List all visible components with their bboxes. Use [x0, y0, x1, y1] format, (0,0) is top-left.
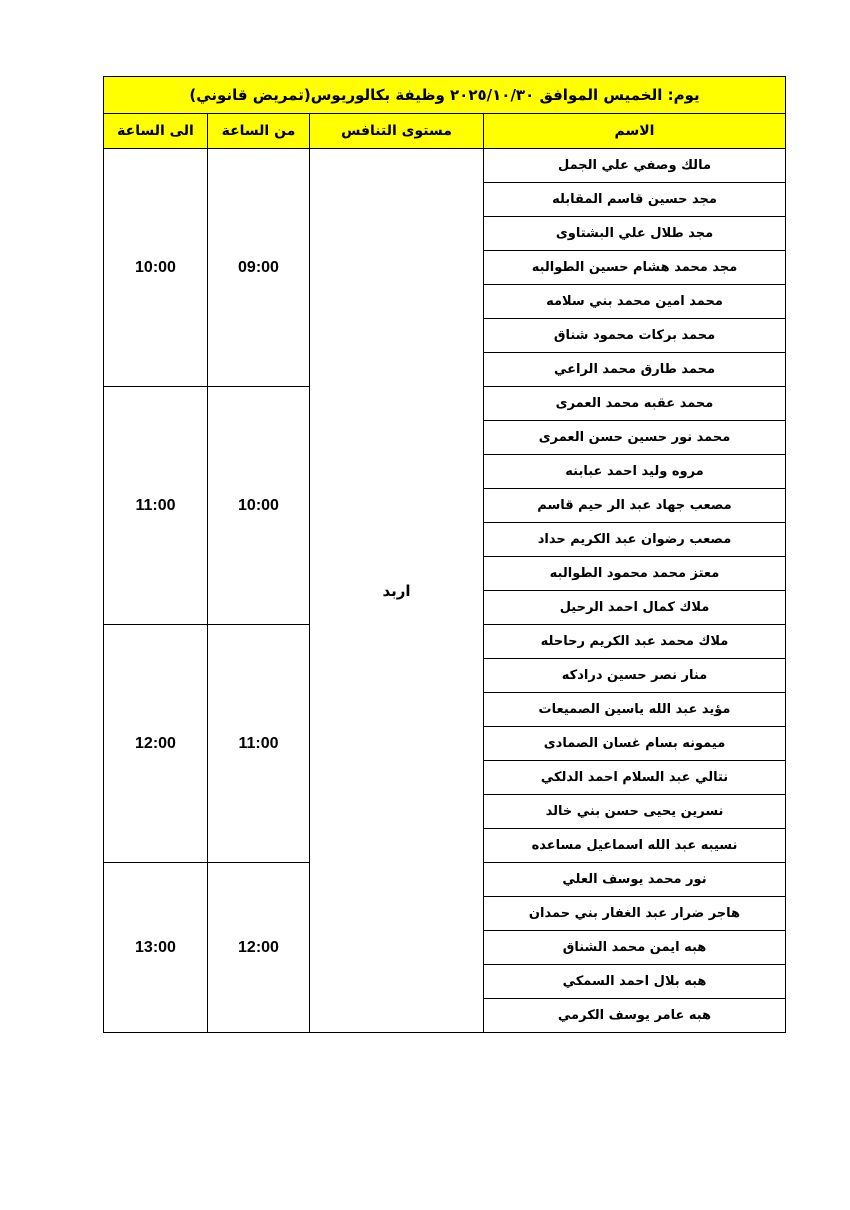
candidate-name: مصعب جهاد عبد الر حيم قاسم — [484, 489, 786, 523]
candidate-name: ملاك كمال احمد الرحيل — [484, 591, 786, 625]
candidate-name: مؤيد عبد الله ياسين الصميعات — [484, 693, 786, 727]
candidate-name: هبه عامر يوسف الكرمي — [484, 999, 786, 1033]
candidate-name: منار نصر حسين درادكه — [484, 659, 786, 693]
candidate-name: محمد بركات محمود شناق — [484, 319, 786, 353]
candidate-name: هبه بلال احمد السمكي — [484, 965, 786, 999]
candidate-name: نتالي عبد السلام احمد الدلكي — [484, 761, 786, 795]
candidate-name: محمد امين محمد بني سلامه — [484, 285, 786, 319]
schedule-body — [104, 149, 786, 1033]
candidate-name: مجد حسين قاسم المقابله — [484, 183, 786, 217]
candidate-name: محمد نور حسين حسن العمرى — [484, 421, 786, 455]
candidate-name: محمد طارق محمد الراعي — [484, 353, 786, 387]
from-time: 10:00 — [208, 387, 310, 625]
candidate-name: ميمونه بسام غسان الصمادى — [484, 727, 786, 761]
to-time: 12:00 — [104, 625, 208, 863]
candidate-name: مروه وليد احمد عبابنه — [484, 455, 786, 489]
candidate-name: مالك وصفي علي الجمل — [484, 149, 786, 183]
candidate-name: مصعب رضوان عبد الكريم حداد — [484, 523, 786, 557]
title-row — [104, 77, 786, 114]
candidate-name: مجد طلال علي البشتاوى — [484, 217, 786, 251]
candidate-name: ملاك محمد عبد الكريم رحاحله — [484, 625, 786, 659]
table-row — [104, 149, 786, 183]
schedule-table — [103, 76, 786, 1033]
from-time: 12:00 — [208, 863, 310, 1033]
candidate-name: هبه ايمن محمد الشناق — [484, 931, 786, 965]
candidate-name: نسرين يحيى حسن بني خالد — [484, 795, 786, 829]
header-row — [104, 114, 786, 149]
from-time: 09:00 — [208, 149, 310, 387]
level-column-header: مستوى التنافس — [310, 114, 484, 149]
candidate-name: نسيبه عبد الله اسماعيل مساعده — [484, 829, 786, 863]
to-time: 10:00 — [104, 149, 208, 387]
to-time: 11:00 — [104, 387, 208, 625]
name-column-header: الاسم — [484, 114, 786, 149]
from-time-column-header: من الساعة — [208, 114, 310, 149]
to-time-column-header: الى الساعة — [104, 114, 208, 149]
candidate-name: مجد محمد هشام حسين الطوالبه — [484, 251, 786, 285]
candidate-name: محمد عقبه محمد العمرى — [484, 387, 786, 421]
page-title: يوم: الخميس الموافق ٢٠٢٥/١٠/٣٠ وظيفة بكالوريوس(تمريض قانوني) — [104, 77, 786, 114]
candidate-name: هاجر ضرار عبد الغفار بني حمدان — [484, 897, 786, 931]
from-time: 11:00 — [208, 625, 310, 863]
candidate-name: معتز محمد محمود الطوالبه — [484, 557, 786, 591]
to-time: 13:00 — [104, 863, 208, 1033]
competition-level: اربد — [310, 149, 484, 1033]
candidate-name: نور محمد يوسف العلي — [484, 863, 786, 897]
